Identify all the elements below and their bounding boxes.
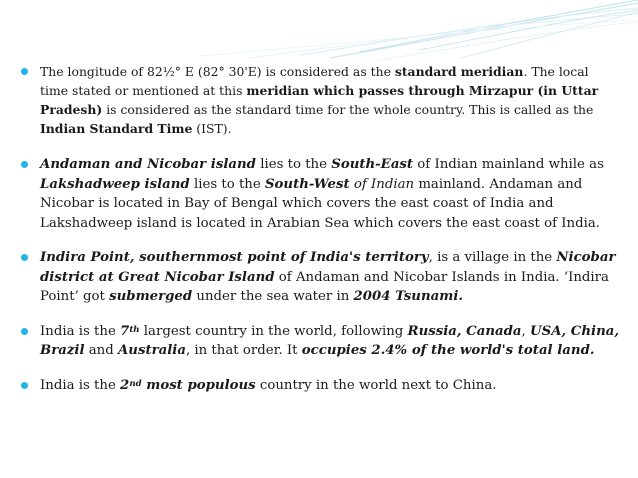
text: largest country in the world, following [139,323,408,339]
text: and [84,343,118,358]
emphasis-text: Indira Point, southernmost point of India's territory [40,250,429,265]
text: (IST). [192,121,232,136]
text: , in that order. It [185,343,302,358]
emphasis-text: Lakshadweep island [40,176,190,192]
emphasis-text: Russia, Canada [407,323,522,339]
emphasis-text: South-West [264,176,350,192]
list-item [20,155,620,233]
emphasis-text: USA, China, Brazil [40,323,619,358]
text: mainland. Andaman and Nicobar is located in Bay of Bengal which covers the east coast of India and Lakshadweep island is located in Arabian Sea which covers the east coast of India. [40,176,601,231]
text: India is the [40,323,121,339]
bullet-dot-icon [21,382,28,389]
text: , is a village in the [428,250,557,265]
text: India is the [40,377,121,393]
text: lies to the [255,157,332,172]
emphasis-text: standard meridian [394,64,524,79]
header-swoosh-decoration [0,0,638,60]
emphasis-text: Australia [117,343,186,358]
text: The longitude of 82½° E (82° 30'E) is considered as the [40,64,395,79]
list-item [20,248,620,307]
emphasis-text: most populous [141,377,256,393]
emphasis-text: 7 [120,323,130,339]
text: country in the world next to China. [255,377,497,393]
text: , [521,323,530,339]
text: lies to the [189,176,265,192]
emphasis-text: Andaman and Nicobar island [40,157,256,172]
bullet-dot-icon [21,254,28,261]
text: is considered as the standard time for the whole country. This is called as the [102,102,594,117]
text: under the sea water in [192,289,354,304]
list-item [20,322,620,361]
bullet-dot-icon [21,328,28,335]
text: of Indian mainland while as [413,157,604,172]
slide-body [20,62,620,410]
list-item [20,376,620,396]
text: of Andaman and Nicobar Islands in India. ‘Indira Point’ got [40,269,609,304]
superscript: nd [129,378,142,389]
emphasis-text: meridian which passes through Mirzapur (in Uttar Pradesh) [40,83,599,117]
list-item [20,62,620,138]
emphasis-text: Nicobar district at Great Nicobar Island [40,250,616,285]
emphasis-text: occupies 2.4% of the world's total land. [301,343,595,358]
text: . The local time stated or mentioned at this [40,64,589,98]
emphasis-text: submerged [109,289,193,304]
emphasis-text: South-East [331,157,414,172]
superscript: th [129,324,140,335]
emphasis-text: 2 [120,377,130,393]
italic-text: of Indian [349,176,415,192]
bullet-dot-icon [21,68,28,75]
bullet-dot-icon [21,161,28,168]
emphasis-text: 2004 Tsunami. [353,289,463,304]
emphasis-text: Indian Standard Time [40,121,193,136]
